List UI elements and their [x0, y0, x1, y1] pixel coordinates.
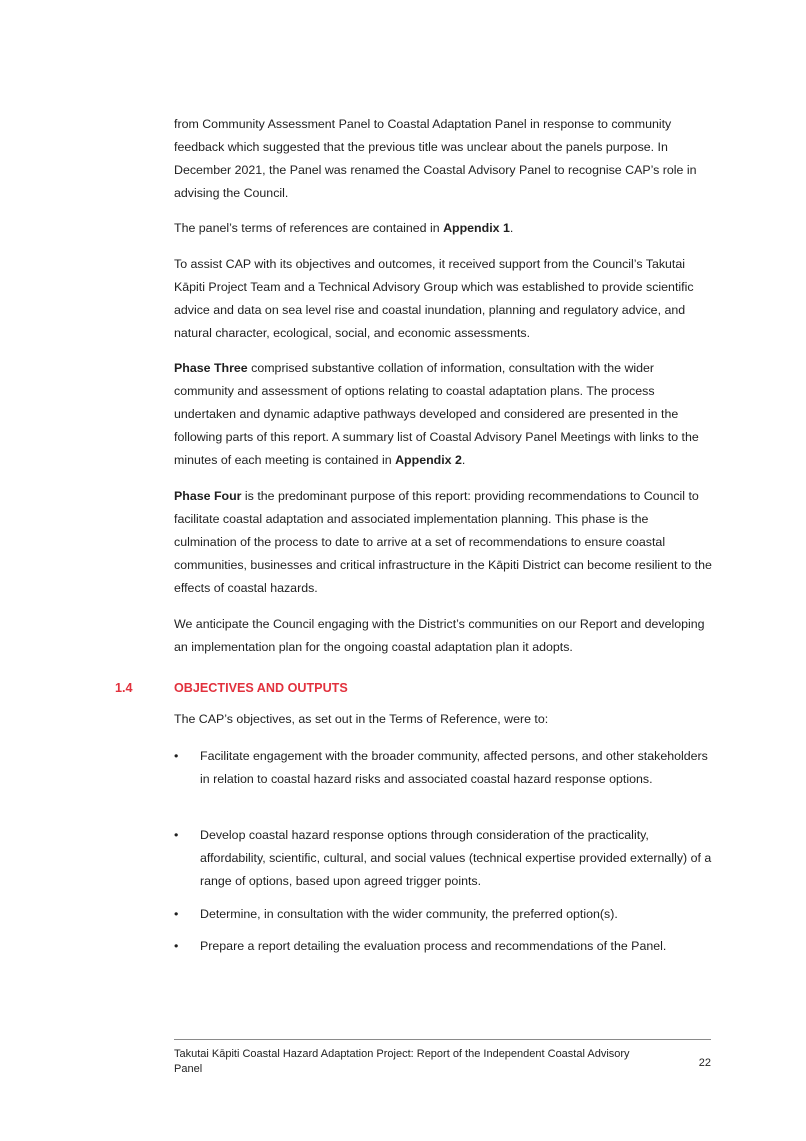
paragraph-phase-four	[174, 485, 714, 600]
phase-three-label: Phase Three	[174, 361, 248, 375]
paragraph-terms-of-reference: The panel’s terms of references are contained in Appendix 1.	[174, 221, 514, 235]
appendix-1-reference: Appendix 1	[443, 221, 510, 235]
objectives-list	[174, 935, 714, 958]
paragraph-text: comprised substantive collation of information, consultation with the wider community and assessment of options relating to coastal adaptation plans. The process undertaken and dynamic adaptive pathways developed and considered are presented in the following parts of this report. A summary list of Coastal Advisory Panel Meetings with links to the minutes of each meeting is contained in	[174, 361, 699, 467]
paragraph-text: We anticipate the Council engaging with the District’s communities on our Report and developing an implementation plan for the ongoing coastal adaptation plan it adopts.	[174, 617, 705, 654]
bullet-icon: •	[174, 907, 179, 921]
objectives-list	[174, 745, 714, 791]
list-item-text: Facilitate engagement with the broader community, affected persons, and other stakeholders in relation to coastal hazard risks and associated coastal hazard response options.	[200, 749, 708, 786]
list-item-text: Prepare a report detailing the evaluation process and recommendations of the Panel.	[200, 939, 667, 953]
footer-title: Takutai Kāpiti Coastal Hazard Adaptation Project: Report of the Independent Coastal Advisory Panel	[174, 1048, 630, 1075]
objectives-list	[174, 903, 714, 926]
paragraph-text: from Community Assessment Panel to Coastal Adaptation Panel in response to community feedback which suggested that the previous title was unclear about the panels purpose. In December 2021, the Panel was renamed the Coastal Advisory Panel to recognise CAP’s role in advising the Council.	[174, 117, 697, 200]
footer-divider	[174, 1039, 711, 1040]
section-heading	[115, 679, 715, 697]
paragraph-support	[174, 253, 714, 345]
list-item	[174, 935, 714, 958]
list-item	[174, 824, 714, 893]
section-intro	[174, 708, 714, 731]
page-number: 22	[698, 1057, 711, 1069]
list-item	[174, 745, 714, 791]
paragraph-implementation	[174, 613, 714, 659]
list-item-text: Develop coastal hazard response options through consideration of the practicality, affordability, scientific, cultural, and social values (technical expertise provided externally) of a range of options, based upon agreed trigger points.	[200, 828, 712, 888]
section-title: OBJECTIVES AND OUTPUTS	[174, 681, 348, 695]
paragraph-phase-three: Phase Three comprised substantive collation of information, consultation with the wider community and assessment of options relating to coastal adaptation plans. The process undertaken and dynamic adaptive pathways developed and considered are presented in the following parts of this report. A summary list of Coastal Advisory Panel Meetings with links to the minutes of each meeting is contained in Appendix 2.	[174, 361, 699, 467]
phase-four-label: Phase Four	[174, 489, 242, 503]
paragraph-panel-renaming	[174, 113, 714, 205]
bullet-icon: •	[174, 939, 179, 953]
list-item	[174, 903, 714, 926]
appendix-2-reference: Appendix 2	[395, 453, 462, 467]
list-item-text: Determine, in consultation with the wider community, the preferred option(s).	[200, 907, 618, 921]
paragraph-text: The panel’s terms of references are contained in	[174, 221, 444, 235]
section-intro-text: The CAP’s objectives, as set out in the Terms of Reference, were to:	[174, 712, 549, 726]
paragraph-text: To assist CAP with its objectives and outcomes, it received support from the Council’s Takutai Kāpiti Project Team and a Technical Advisory Group which was established to provide scientific advice and data on sea level rise and coastal inundation, planning and regulatory advice, and natural character, ecological, social, and economic assessments.	[174, 257, 694, 340]
bullet-icon: •	[174, 828, 179, 842]
bullet-icon: •	[174, 749, 179, 763]
section-number: 1.4	[115, 681, 133, 695]
objectives-list	[174, 824, 714, 893]
paragraph-text: is the predominant purpose of this report: providing recommendations to Council to facilitate coastal adaptation and associated implementation planning. This phase is the culmination of the process to date to arrive at a set of recommendations to ensure coastal communities, businesses and critical infrastructure in the Kāpiti District can become resilient to the effects of coastal hazards.	[174, 489, 712, 595]
